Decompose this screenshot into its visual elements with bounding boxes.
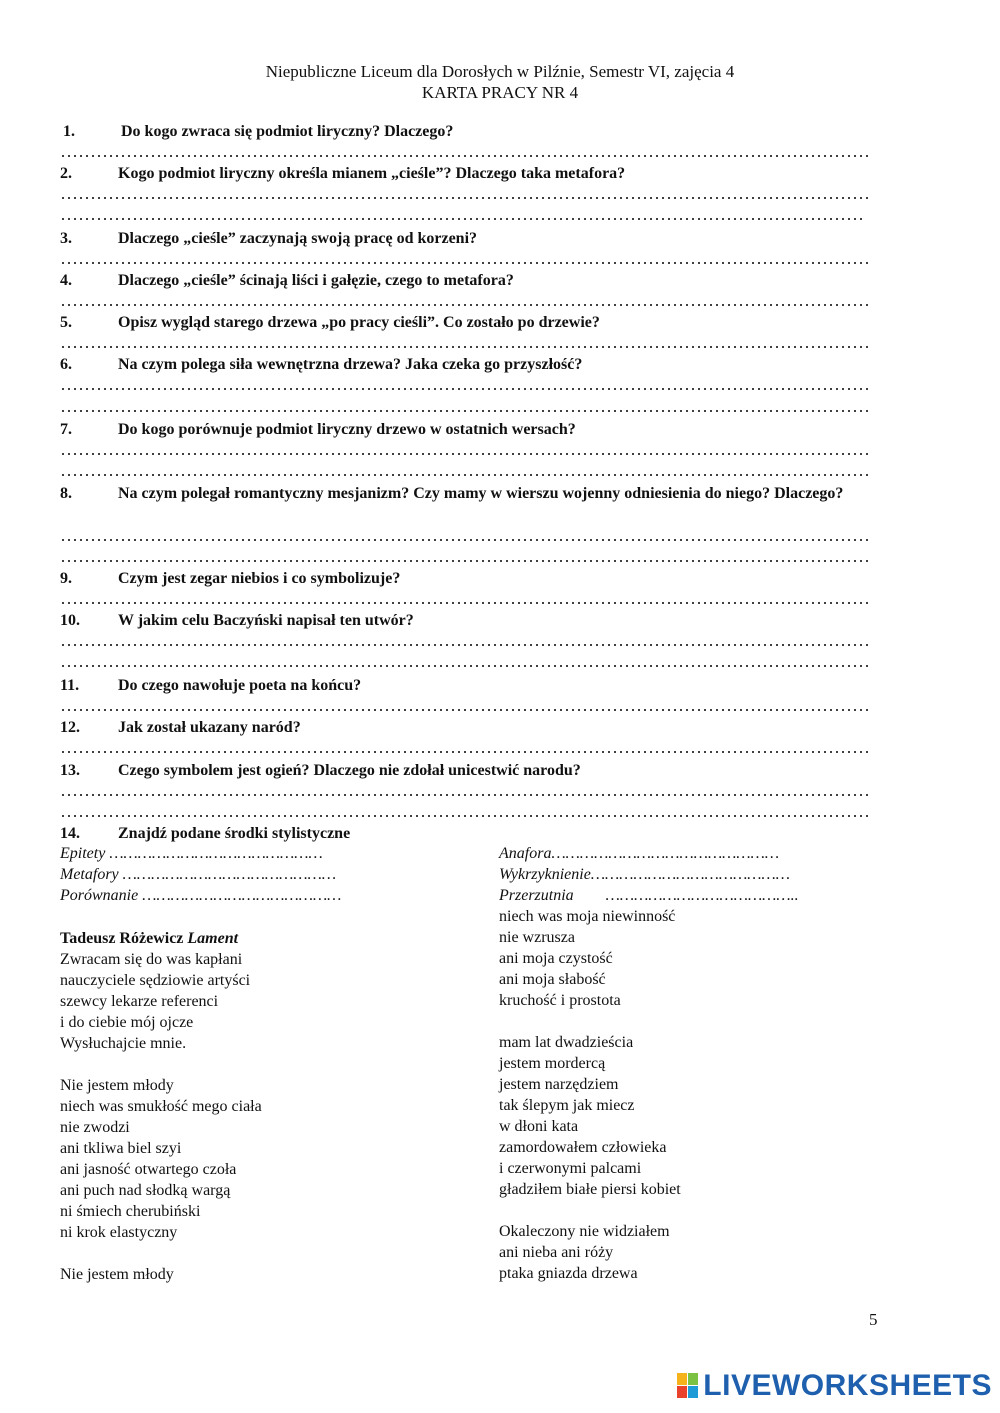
poem-line: ani moja czystość <box>499 950 613 967</box>
anafora-field[interactable]: Anafora………………………………………… <box>499 845 780 862</box>
header-line-1: Niepubliczne Liceum dla Dorosłych w Pilźnie, Semestr VI, zajęcia 4 <box>265 62 735 81</box>
poem-line: i do ciebie mój ojcze <box>60 1014 194 1031</box>
poem-line <box>499 1200 681 1221</box>
question-text: Jak został ukazany naród? <box>118 719 301 736</box>
question-number: 13. <box>60 762 80 779</box>
poem-line: Zwracam się do was kapłani <box>60 951 243 968</box>
poem-left-column <box>60 949 262 1285</box>
question-text: Znajdź podane środki stylistyczne <box>118 825 351 842</box>
metafory-field[interactable]: Metafory ……………………………………… <box>60 866 337 883</box>
question-4 <box>60 270 890 291</box>
question-text: Kogo podmiot liryczny określa mianem „cieśle”? Dlaczego taka metafora? <box>118 165 626 182</box>
question-13 <box>60 760 890 781</box>
poem-line <box>60 1054 262 1075</box>
poem-line: gładziłem białe piersi kobiet <box>499 1181 681 1198</box>
question-12 <box>60 717 890 738</box>
question-1 <box>63 121 893 142</box>
poem-line: Nie jestem młody <box>60 1077 174 1094</box>
poem-line: zamordowałem człowieka <box>499 1139 667 1156</box>
question-number: 6. <box>60 356 72 373</box>
worksheet-title: KARTA PRACY NR 4 <box>421 83 579 102</box>
question-number: 5. <box>60 314 72 331</box>
answer-line[interactable] <box>60 197 872 199</box>
poem-line: ptaka gniazda drzewa <box>499 1265 638 1282</box>
poem-line: ani jasność otwartego czoła <box>60 1161 237 1178</box>
question-7 <box>60 419 890 440</box>
poem-line <box>60 1243 262 1264</box>
poem-heading <box>60 928 238 949</box>
poem-line <box>499 1011 681 1032</box>
poem-line: ni śmiech cherubiński <box>60 1203 201 1220</box>
question-text: W jakim celu Baczyński napisał ten utwór? <box>118 612 414 629</box>
answer-line[interactable] <box>60 539 872 541</box>
poem-line: niech was moja niewinność <box>499 908 676 925</box>
question-number: 2. <box>60 165 72 182</box>
poem-line: niech was smukłość mego ciała <box>60 1098 262 1115</box>
answer-line[interactable] <box>60 665 872 667</box>
question-9 <box>60 568 890 589</box>
answer-line[interactable] <box>60 474 872 476</box>
question-14 <box>60 823 890 844</box>
answer-line[interactable] <box>60 644 872 646</box>
question-number: 8. <box>60 485 72 502</box>
question-number: 12. <box>60 719 80 736</box>
poem-line: ani puch nad słodką wargą <box>60 1182 231 1199</box>
answer-line[interactable] <box>60 602 872 604</box>
poem-line: Nie jestem młody <box>60 1266 174 1283</box>
question-text: Do czego nawołuje poeta na końcu? <box>118 677 362 694</box>
przerzutnia-field[interactable]: Przerzutnia ………………………………….. <box>499 887 799 904</box>
answer-line[interactable] <box>60 709 872 711</box>
poem-line: ani nieba ani róży <box>499 1244 614 1261</box>
question-number: 7. <box>60 421 72 438</box>
question-number: 10. <box>60 612 80 629</box>
answer-line[interactable] <box>60 155 872 157</box>
question-number: 4. <box>60 272 72 289</box>
question-text: Czego symbolem jest ogień? Dlaczego nie zdołał unicestwić narodu? <box>118 762 581 779</box>
answer-line[interactable] <box>60 815 872 817</box>
poem-line: ani moja słabość <box>499 971 606 988</box>
poem-line: ani tkliwa biel szyi <box>60 1140 182 1157</box>
poem-line: kruchość i prostota <box>499 992 621 1009</box>
question-text: Czym jest zegar niebios i co symbolizuje? <box>118 570 401 587</box>
poem-line: szewcy lekarze referenci <box>60 993 219 1010</box>
answer-line[interactable] <box>60 453 872 455</box>
question-text: Opisz wygląd starego drzewa „po pracy cieśli”. Co zostało po drzewie? <box>118 314 600 331</box>
question-number: 14. <box>60 825 80 842</box>
poem-line: mam lat dwadzieścia <box>499 1034 634 1051</box>
question-8 <box>60 483 890 504</box>
answer-line[interactable] <box>60 262 872 264</box>
liveworksheets-wordmark: LIVEWORKSHEETS <box>703 1369 992 1402</box>
answer-line[interactable] <box>60 346 872 348</box>
question-3 <box>60 228 890 249</box>
question-text: Dlaczego „cieśle” ścinają liści i gałęzie, czego to metafora? <box>118 272 514 289</box>
poem-author: Tadeusz Różewicz <box>60 930 184 947</box>
question-text: Dlaczego „cieśle” zaczynają swoją pracę od korzeni? <box>118 230 478 247</box>
answer-line[interactable] <box>60 304 872 306</box>
poem-line: nauczyciele sędziowie artyści <box>60 972 251 989</box>
answer-line[interactable] <box>60 794 872 796</box>
poem-line: w dłoni kata <box>499 1118 579 1135</box>
poem-line: ni krok elastyczny <box>60 1224 178 1241</box>
epitety-field[interactable]: Epitety ……………………………………… <box>60 845 323 862</box>
question-10 <box>60 610 890 631</box>
answer-line[interactable] <box>60 410 872 412</box>
poem-line: nie wzrusza <box>499 929 575 946</box>
poem-line: Okaleczony nie widziałem <box>499 1223 670 1240</box>
poem-line: tak ślepym jak miecz <box>499 1097 635 1114</box>
liveworksheets-mark-icon <box>677 1373 699 1399</box>
poem-line: jestem narzędziem <box>499 1076 619 1093</box>
question-number: 1. <box>63 123 75 140</box>
poem-line: jestem mordercą <box>499 1055 606 1072</box>
question-2 <box>60 163 890 184</box>
answer-line[interactable] <box>60 751 872 753</box>
question-11 <box>60 675 890 696</box>
answer-line[interactable] <box>60 388 872 390</box>
answer-line[interactable] <box>60 218 865 220</box>
page-number: 5 <box>869 1310 878 1329</box>
poem-right-column <box>499 906 681 1284</box>
question-number: 11. <box>60 677 80 694</box>
question-6 <box>60 354 890 375</box>
poem-line: i czerwonymi palcami <box>499 1160 642 1177</box>
poem-title: Lament <box>187 930 239 947</box>
question-number: 3. <box>60 230 72 247</box>
answer-line[interactable] <box>60 560 872 562</box>
question-text: Na czym polega siła wewnętrzna drzewa? Jaka czeka go przyszłość? <box>118 356 583 373</box>
question-text: Do kogo zwraca się podmiot liryczny? Dlaczego? <box>121 123 454 140</box>
poem-line: nie zwodzi <box>60 1119 130 1136</box>
question-5 <box>60 312 890 333</box>
question-text: Na czym polegał romantyczny mesjanizm? Czy mamy w wierszu wojenny odniesienia do niego? Dlaczego? <box>118 485 844 502</box>
question-number: 9. <box>60 570 72 587</box>
liveworksheets-logo <box>677 1369 992 1403</box>
poem-line: Wysłuchajcie mnie. <box>60 1035 187 1052</box>
question-text: Do kogo porównuje podmiot liryczny drzewo w ostatnich wersach? <box>118 421 576 438</box>
porownanie-field[interactable]: Porównanie …………………………………… <box>60 887 342 904</box>
wykrzyknienie-field[interactable]: Wykrzyknienie…………………………………… <box>499 866 790 883</box>
